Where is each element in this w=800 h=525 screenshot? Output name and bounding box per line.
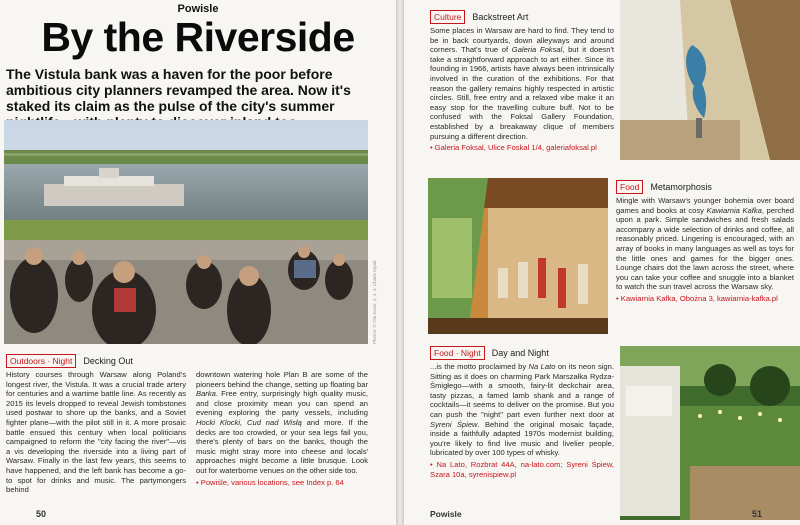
right-page — [404, 0, 800, 525]
food-header — [616, 180, 712, 194]
article-column-2 — [196, 370, 368, 487]
article-column-1 — [6, 370, 186, 495]
culture-title: Backstreet Art — [472, 12, 529, 22]
column-2-text-a: downtown watering hole Plan B are some of the pioneers behind the change, setting up floating bar — [196, 370, 368, 389]
garden-photo — [620, 346, 800, 520]
foodnight-text-a: ...is the motto proclaimed by — [430, 362, 529, 371]
foodnight-venue-2: Syreni Śpiew — [430, 419, 478, 429]
standfirst: The Vistula bank was a haven for the poor before ambitious city planners revamped the area. Now it's staked its claim as the pulse of the city's summer — [6, 66, 351, 114]
venue-hocki-klocki: Hocki Klocki, Cud nad Wisłą — [196, 417, 302, 427]
foodnight-info: • Na Lato, Rozbrat 44A, na-lato.com; Syreni Śpiew, Szara 10a, syrenispiew.pl — [430, 459, 614, 479]
photo-credit: Photos: © Ola Zuwo, 2, 3, 4; Charis Arpak — [372, 260, 377, 344]
venue-barka: Barka — [196, 389, 216, 399]
foodnight-title: Day and Night — [491, 348, 549, 358]
culture-text — [430, 26, 614, 153]
culture-tag: Culture — [430, 10, 465, 24]
food-text-a: Mingle with Warsaw's younger bohemia over board games and books at cosy — [616, 196, 794, 215]
column-1-text: History courses through Warsaw along Poland's longest river, the Vistula. It was a crucial trade artery for centuries and a wartime battle line. As recently as 2015 its levels dropped to reveal Jewish tombstones used postwar to shore up the banks, and a Soviet fighter plane—with the pilot still in it. A more prosaic battle ensued this century when local politicians campaigned to reform the "city facing the river"—vis a vis developing the riverside into a living part of Warsaw. Finally in the last few years, this seems to have happened, and the left bank has become a go-to spot for drinks and music. The partymongers behind — [6, 370, 186, 495]
riverside-photo — [4, 120, 368, 344]
culture-text-b: , but it doesn't take a straightforward approach to art either. Since its founding in 1966, artists have always been intrinsically involved in the curation of the exhibitions. For that reason the gallery remains highly respected in artistic circles. Still, free entry and a relaxed vibe make it an easy stop for the travelling culture buff. Not to be confused with the Foksal Gallery Foundation, established by a breakaway clique of members pursuing a different direction. — [430, 45, 615, 141]
page-number-left: 50 — [36, 509, 47, 519]
article-header — [6, 354, 133, 368]
page-number-right: 51 — [752, 509, 763, 519]
page-headline: By the Riverside — [41, 14, 355, 60]
running-head: Powisle — [430, 509, 462, 519]
culture-venue: Galeria Foksal — [511, 45, 563, 55]
spine-gutter — [396, 0, 404, 525]
culture-header — [430, 10, 528, 24]
food-info: • Kawiarnia Kafka, Obożna 3, kawiarnia-kafka.pl — [616, 293, 778, 303]
culture-text-a: Some places in Warsaw are hard to find. They tend to be in back courtyards, down alleyways and around corners. That's true of — [430, 26, 614, 55]
category-tag: Outdoors · Night — [6, 354, 76, 368]
foodnight-text-b: on its neon sign. Sitting as it does on charming Park Marszałka Rydza-Śmigłego—with a smooth, fairy-lit deckchair area, tasty pizzas, a famed lamb shank and a range of cocktails—it seems to deliver on the promise. But you can push the "night" part even further next door at — [430, 362, 614, 419]
foodnight-text — [430, 362, 614, 479]
column-2-text-c: and more. If the decks are too crowded, or your sea legs fail you, there's plenty of bars on the banks, though the music might stray more into cheese and locals' approaches might become a little brusque. Look out for waterborne venues on the other side too. — [196, 417, 368, 475]
article-title: Decking Out — [83, 356, 133, 366]
food-venue: Kawiarnia Kafka — [706, 205, 762, 215]
column-2-text-b: . Free entry, surprisingly high quality music, and close proximity mean you can spend an evening exploring the party vessels, including — [196, 389, 368, 418]
foodnight-header — [430, 346, 549, 360]
section-kicker: Powisle — [177, 3, 219, 15]
foodnight-venue-1: Na Lato — [528, 362, 556, 371]
foodnight-text-c: . Behind the original mosaic façade, inside a faithfully adapted 1970s modernist building, you're likely to find live music and livelier people, lubricated by over 100 types of whisky. — [430, 419, 614, 458]
left-page — [0, 0, 396, 525]
food-title: Metamorphosis — [650, 182, 712, 192]
culture-info: • Galeria Foksal, Ulice Foskal 1/4, galeriafoksal.pl — [430, 143, 597, 153]
foodnight-tag: Food · Night — [430, 346, 485, 360]
food-tag: Food — [616, 180, 643, 194]
cafe-photo — [428, 178, 608, 334]
gallery-photo — [620, 0, 800, 160]
food-text — [616, 196, 794, 304]
food-text-b: , perched upon a park. Simple sandwiches and fresh salads accompany a wide selection of drinks and coffee, all reasonably priced. Lingering is encouraged, with an array of books in many languages as well as toys for the little ones and games for the bigger ones. Lounge chairs dot the lawn across the street, where you can take your coffee and snuggle into a blanket to watch the sun travel across the Warsaw sky. — [616, 205, 794, 292]
venue-info: • Powiśle, various locations, see Index p. 64 — [196, 477, 344, 487]
